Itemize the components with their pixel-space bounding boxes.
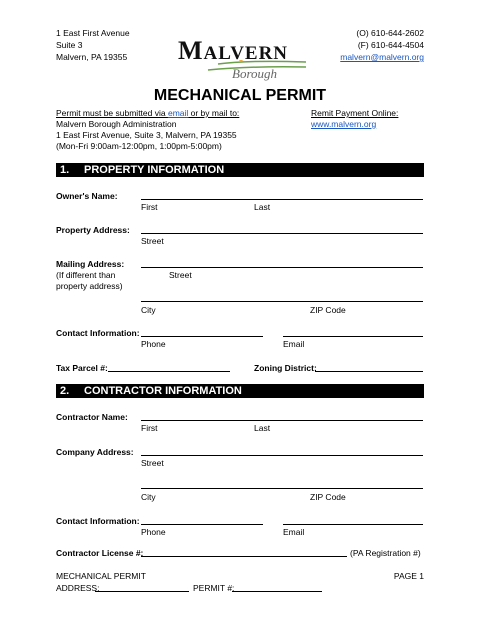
owner-name-label: Owner's Name: bbox=[56, 191, 118, 201]
property-address-field[interactable] bbox=[141, 233, 423, 234]
intro-line1-text-b: or by mail to: bbox=[188, 108, 240, 118]
header-phone: (O) 610-644-2602 bbox=[356, 28, 424, 38]
company-city-caption: City bbox=[141, 492, 156, 502]
intro-line1 bbox=[56, 108, 239, 118]
mailing-note-line2: property address) bbox=[56, 281, 123, 291]
owner-email-caption: Email bbox=[283, 339, 305, 349]
contractor-email-caption: Email bbox=[283, 527, 305, 537]
company-address-label: Company Address: bbox=[56, 447, 134, 457]
footer-title: MECHANICAL PERMIT bbox=[56, 571, 146, 581]
license-note: (PA Registration #) bbox=[350, 548, 421, 558]
header-fax: (F) 610-644-4504 bbox=[357, 40, 424, 50]
zoning-district-field[interactable] bbox=[315, 371, 423, 372]
contractor-license-label: Contractor License #: bbox=[56, 548, 144, 558]
tax-parcel-field[interactable] bbox=[108, 371, 230, 372]
mailing-note-line1: (If different than bbox=[56, 270, 116, 280]
contractor-phone-field[interactable] bbox=[141, 524, 263, 525]
contractor-last-caption: Last bbox=[254, 423, 271, 433]
company-street-caption: Street bbox=[141, 458, 164, 468]
owner-last-caption: Last bbox=[254, 202, 271, 212]
contractor-name-label: Contractor Name: bbox=[56, 412, 128, 422]
mailing-street-caption: Street bbox=[169, 270, 192, 280]
malvern-logo bbox=[178, 36, 308, 82]
header-address-line1: 1 East First Avenue bbox=[56, 28, 130, 38]
footer-address-label: ADDRESS: bbox=[56, 583, 100, 593]
remit-label: Remit Payment Online: bbox=[311, 108, 399, 118]
company-city-zip-field[interactable] bbox=[141, 488, 423, 489]
section-1-header bbox=[56, 163, 424, 177]
section-1-number: 1. bbox=[60, 164, 70, 176]
logo-script: Borough bbox=[232, 66, 278, 81]
intro-line1-text-a: Permit must be submitted via bbox=[56, 108, 168, 118]
footer-page-number: PAGE 1 bbox=[393, 571, 424, 581]
owner-phone-caption: Phone bbox=[141, 339, 166, 349]
contractor-email-field[interactable] bbox=[283, 524, 423, 525]
footer-permit-label: PERMIT #: bbox=[193, 583, 235, 593]
mailing-address-label: Mailing Address: bbox=[56, 259, 125, 269]
company-zip-caption: ZIP Code bbox=[310, 492, 346, 502]
mailing-zip-caption: ZIP Code bbox=[310, 305, 346, 315]
zoning-district-label: Zoning District: bbox=[254, 363, 317, 373]
contractor-phone-caption: Phone bbox=[141, 527, 166, 537]
email-link[interactable]: email bbox=[167, 108, 189, 118]
footer-permit-field[interactable] bbox=[232, 591, 322, 592]
contractor-first-caption: First bbox=[141, 423, 158, 433]
owner-first-caption: First bbox=[141, 202, 158, 212]
header-address-line3: Malvern, PA 19355 bbox=[56, 52, 128, 62]
footer-address-field[interactable] bbox=[95, 591, 189, 592]
property-street-caption: Street bbox=[141, 236, 164, 246]
section-2-number: 2. bbox=[60, 385, 70, 397]
logo-wordmark: MALVERN bbox=[178, 36, 289, 65]
remit-link[interactable]: www.malvern.org bbox=[311, 119, 377, 129]
owner-email-field[interactable] bbox=[283, 336, 423, 337]
intro-line2: Malvern Borough Administration bbox=[56, 119, 177, 129]
contractor-name-field[interactable] bbox=[141, 420, 423, 421]
tax-parcel-label: Tax Parcel #: bbox=[56, 363, 108, 373]
owner-contact-label: Contact Information: bbox=[56, 328, 140, 338]
company-street-field[interactable] bbox=[141, 455, 423, 456]
header-address-line2: Suite 3 bbox=[56, 40, 83, 50]
contractor-contact-label: Contact Information: bbox=[56, 516, 140, 526]
property-address-label: Property Address: bbox=[56, 225, 130, 235]
section-2-header bbox=[56, 384, 424, 398]
contractor-license-field[interactable] bbox=[141, 556, 347, 557]
section-1-title: PROPERTY INFORMATION bbox=[84, 164, 225, 176]
intro-line3: 1 East First Avenue, Suite 3, Malvern, PA 19355 bbox=[56, 130, 237, 140]
header-email-link[interactable]: malvern@malvern.org bbox=[340, 52, 424, 62]
mailing-city-zip-field[interactable] bbox=[141, 301, 423, 302]
mailing-city-caption: City bbox=[141, 305, 156, 315]
intro-line4: (Mon-Fri 9:00am-12:00pm, 1:00pm-5:00pm) bbox=[56, 141, 222, 151]
owner-phone-field[interactable] bbox=[141, 336, 263, 337]
section-2-title: CONTRACTOR INFORMATION bbox=[84, 385, 242, 397]
mailing-street-field[interactable] bbox=[141, 267, 423, 268]
page-title: MECHANICAL PERMIT bbox=[153, 87, 327, 104]
owner-name-field[interactable] bbox=[141, 199, 423, 200]
